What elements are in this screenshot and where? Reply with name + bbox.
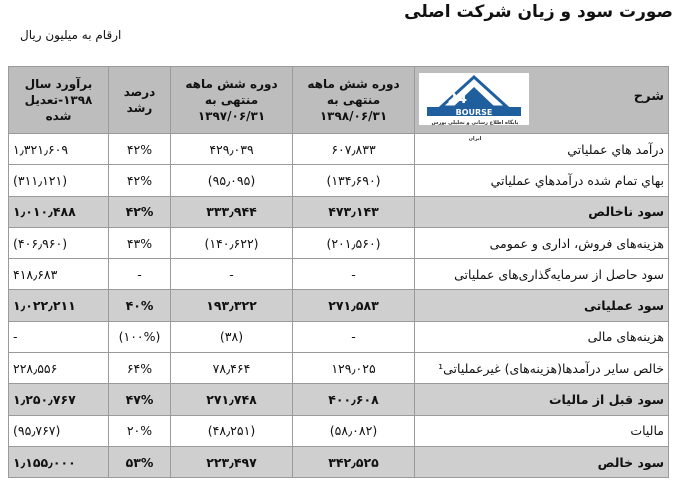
table-row [9, 165, 669, 196]
row-forecast: ۲۲۸٫۵۵۶ [9, 353, 109, 384]
header-desc-label: شرح [633, 89, 664, 104]
row-value-1398: ۳۴۲٫۵۲۵ [293, 446, 415, 477]
header-period-1398: دوره شش ماهه منتهی به ۱۳۹۸/۰۶/۳۱ [293, 67, 415, 134]
row-growth: ۵۳% [109, 446, 171, 477]
row-growth: ۴۷% [109, 384, 171, 415]
table-row [9, 384, 669, 415]
page-title: صورت سود و زیان شرکت اصلی [404, 2, 673, 22]
row-label: سود قبل از مالیات [415, 384, 669, 415]
row-label: بهاي تمام شده درآمدهاي عملياتي [415, 165, 669, 196]
row-value-1397: ۱۹۳٫۳۲۲ [171, 290, 293, 321]
header-desc [415, 67, 669, 142]
logo-subtitle: پایگاه اطلاع رسانی و تحلیلی بورس ایران [431, 120, 519, 142]
table-row [9, 227, 669, 258]
table-row [9, 196, 669, 227]
row-value-1398: ۱۲۹٫۰۲۵ [293, 353, 415, 384]
row-forecast: (۴۰۶٫۹۶۰) [9, 227, 109, 258]
row-growth: ۴۲% [109, 134, 171, 165]
row-value-1397: (۳۸) [171, 321, 293, 352]
row-growth: ۶۴% [109, 353, 171, 384]
row-value-1397: ۳۳۳٫۹۴۴ [171, 196, 293, 227]
row-label: هزینه‌های فروش، اداری و عمومی [415, 227, 669, 258]
unit-note: ارقام به میلیون ریال [20, 28, 122, 42]
row-value-1398: - [293, 321, 415, 352]
row-value-1398: (۱۳۴٫۶۹۰) [293, 165, 415, 196]
row-growth: ۴۲% [109, 196, 171, 227]
table-row [9, 415, 669, 446]
row-forecast: ۱٫۱۵۵٫۰۰۰ [9, 446, 109, 477]
row-forecast: ۱٫۲۵۰٫۷۶۷ [9, 384, 109, 415]
row-value-1397: (۹۵٫۰۹۵) [171, 165, 293, 196]
table-header-row [9, 67, 669, 134]
table-row [9, 321, 669, 352]
row-value-1397: ۴۲۹٫۰۳۹ [171, 134, 293, 165]
row-forecast: ۴۱۸٫۶۸۳ [9, 259, 109, 290]
row-value-1398: ۲۷۱٫۵۸۳ [293, 290, 415, 321]
table-row [9, 446, 669, 477]
table-row [9, 290, 669, 321]
row-value-1398: ۴۰۰٫۶۰۸ [293, 384, 415, 415]
row-value-1397: (۱۴۰٫۶۲۲) [171, 227, 293, 258]
row-value-1397: ۷۸٫۴۶۴ [171, 353, 293, 384]
row-label: مالیات [415, 415, 669, 446]
row-growth: ۴۳% [109, 227, 171, 258]
income-statement-table [8, 66, 669, 478]
row-value-1398: (۲۰۱٫۵۶۰) [293, 227, 415, 258]
row-value-1398: ۴۷۳٫۱۴۳ [293, 196, 415, 227]
row-value-1397: ۲۷۱٫۷۴۸ [171, 384, 293, 415]
row-label: سود خالص [415, 446, 669, 477]
row-value-1398: - [293, 259, 415, 290]
row-forecast: (۹۵٫۷۶۷) [9, 415, 109, 446]
row-value-1397: - [171, 259, 293, 290]
svg-text:24: 24 [447, 91, 467, 107]
row-label: سود حاصل از سرمایه‌گذاری‌های عملیاتی [415, 259, 669, 290]
row-growth: (۱۰۰%) [109, 321, 171, 352]
table-row [9, 134, 669, 165]
logo-text: BOURSE [455, 108, 493, 117]
row-growth: ۲۰% [109, 415, 171, 446]
row-value-1397: (۴۸٫۲۵۱) [171, 415, 293, 446]
row-value-1397: ۲۲۳٫۴۹۷ [171, 446, 293, 477]
row-growth: ۴۲% [109, 165, 171, 196]
row-label: سود عملیاتی [415, 290, 669, 321]
bourse-logo [419, 73, 529, 142]
row-forecast: ۱٫۰۱۰٫۴۸۸ [9, 196, 109, 227]
row-label: هزینه‌های مالی [415, 321, 669, 352]
row-value-1398: ۶۰۷٫۸۳۳ [293, 134, 415, 165]
row-growth: ۴۰% [109, 290, 171, 321]
row-label: خالص سایر درآمدها(هزینه‌های) غیرعملیاتی¹ [415, 353, 669, 384]
table-row [9, 353, 669, 384]
table-body [9, 134, 669, 478]
header-growth: درصد رشد [109, 67, 171, 134]
row-value-1398: (۵۸٫۰۸۲) [293, 415, 415, 446]
row-label: درآمد هاي عملياتي [415, 134, 669, 165]
header-forecast: برآورد سال ۱۳۹۸-تعدیل شده [9, 67, 109, 134]
row-forecast: ۱٫۰۲۲٫۲۱۱ [9, 290, 109, 321]
row-forecast: ۱٫۳۲۱٫۶۰۹ [9, 134, 109, 165]
row-forecast: - [9, 321, 109, 352]
header-period-1397: دوره شش ماهه منتهی به ۱۳۹۷/۰۶/۳۱ [171, 67, 293, 134]
row-forecast: (۳۱۱٫۱۲۱) [9, 165, 109, 196]
table-row [9, 259, 669, 290]
row-growth: - [109, 259, 171, 290]
row-label: سود ناخالص [415, 196, 669, 227]
